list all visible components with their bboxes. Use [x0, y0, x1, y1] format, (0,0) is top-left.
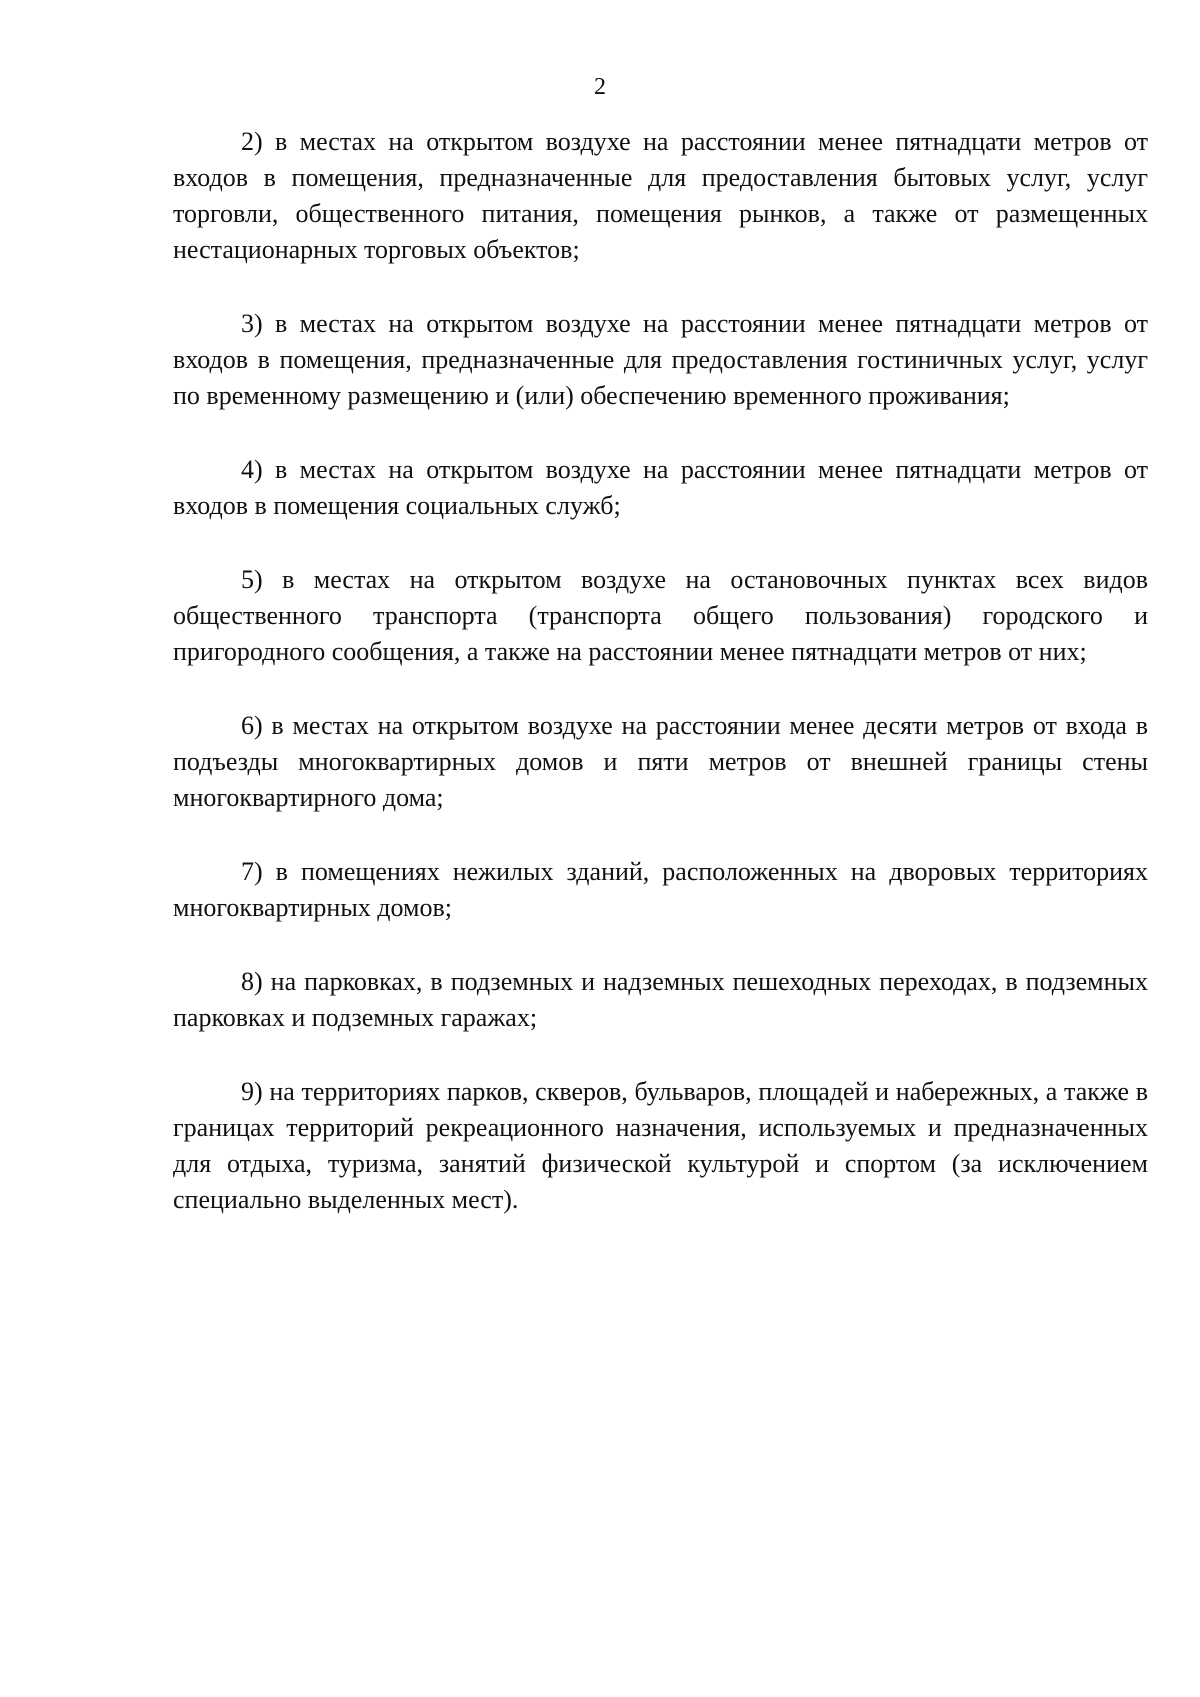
- document-body: [173, 124, 1148, 1256]
- list-item-8: 8) на парковках, в подземных и надземных пешеходных переходах, в подземных парковках и подземных гаражах;: [173, 967, 1148, 1032]
- list-item-9: 9) на территориях парков, скверов, бульваров, площадей и набережных, а также в границах территорий рекреационного назначения, используемых и предназначенных для отдыха, туризма, занятий физической культурой и спортом (за исключением специально выделенных мест).: [173, 1077, 1148, 1214]
- list-item-5: 5) в местах на открытом воздухе на остановочных пунктах всех видов общественного транспорта (транспорта общего пользования) городского и пригородного сообщения, а также на расстоянии менее пятнадцати метров от них;: [173, 565, 1148, 666]
- list-item-2: 2) в местах на открытом воздухе на расстоянии менее пятнадцати метров от входов в помещения, предназначенные для предоставления бытовых услуг, услуг торговли, общественного питания, помещения рынков, а также от размещенных нестационарных торговых объектов;: [173, 127, 1148, 264]
- list-item-3: 3) в местах на открытом воздухе на расстоянии менее пятнадцати метров от входов в помещения, предназначенные для предоставления гостиничных услуг, услуг по временному размещению и (или) обеспечению временного проживания;: [173, 309, 1148, 410]
- list-item-4: 4) в местах на открытом воздухе на расстоянии менее пятнадцати метров от входов в помещения социальных служб;: [173, 455, 1148, 520]
- list-item-7: 7) в помещениях нежилых зданий, расположенных на дворовых территориях многоквартирных домов;: [173, 857, 1148, 922]
- list-item-6: 6) в местах на открытом воздухе на расстоянии менее десяти метров от входа в подъезды многоквартирных домов и пяти метров от внешней границы стены многоквартирного дома;: [173, 711, 1148, 812]
- page-number: 2: [594, 74, 606, 100]
